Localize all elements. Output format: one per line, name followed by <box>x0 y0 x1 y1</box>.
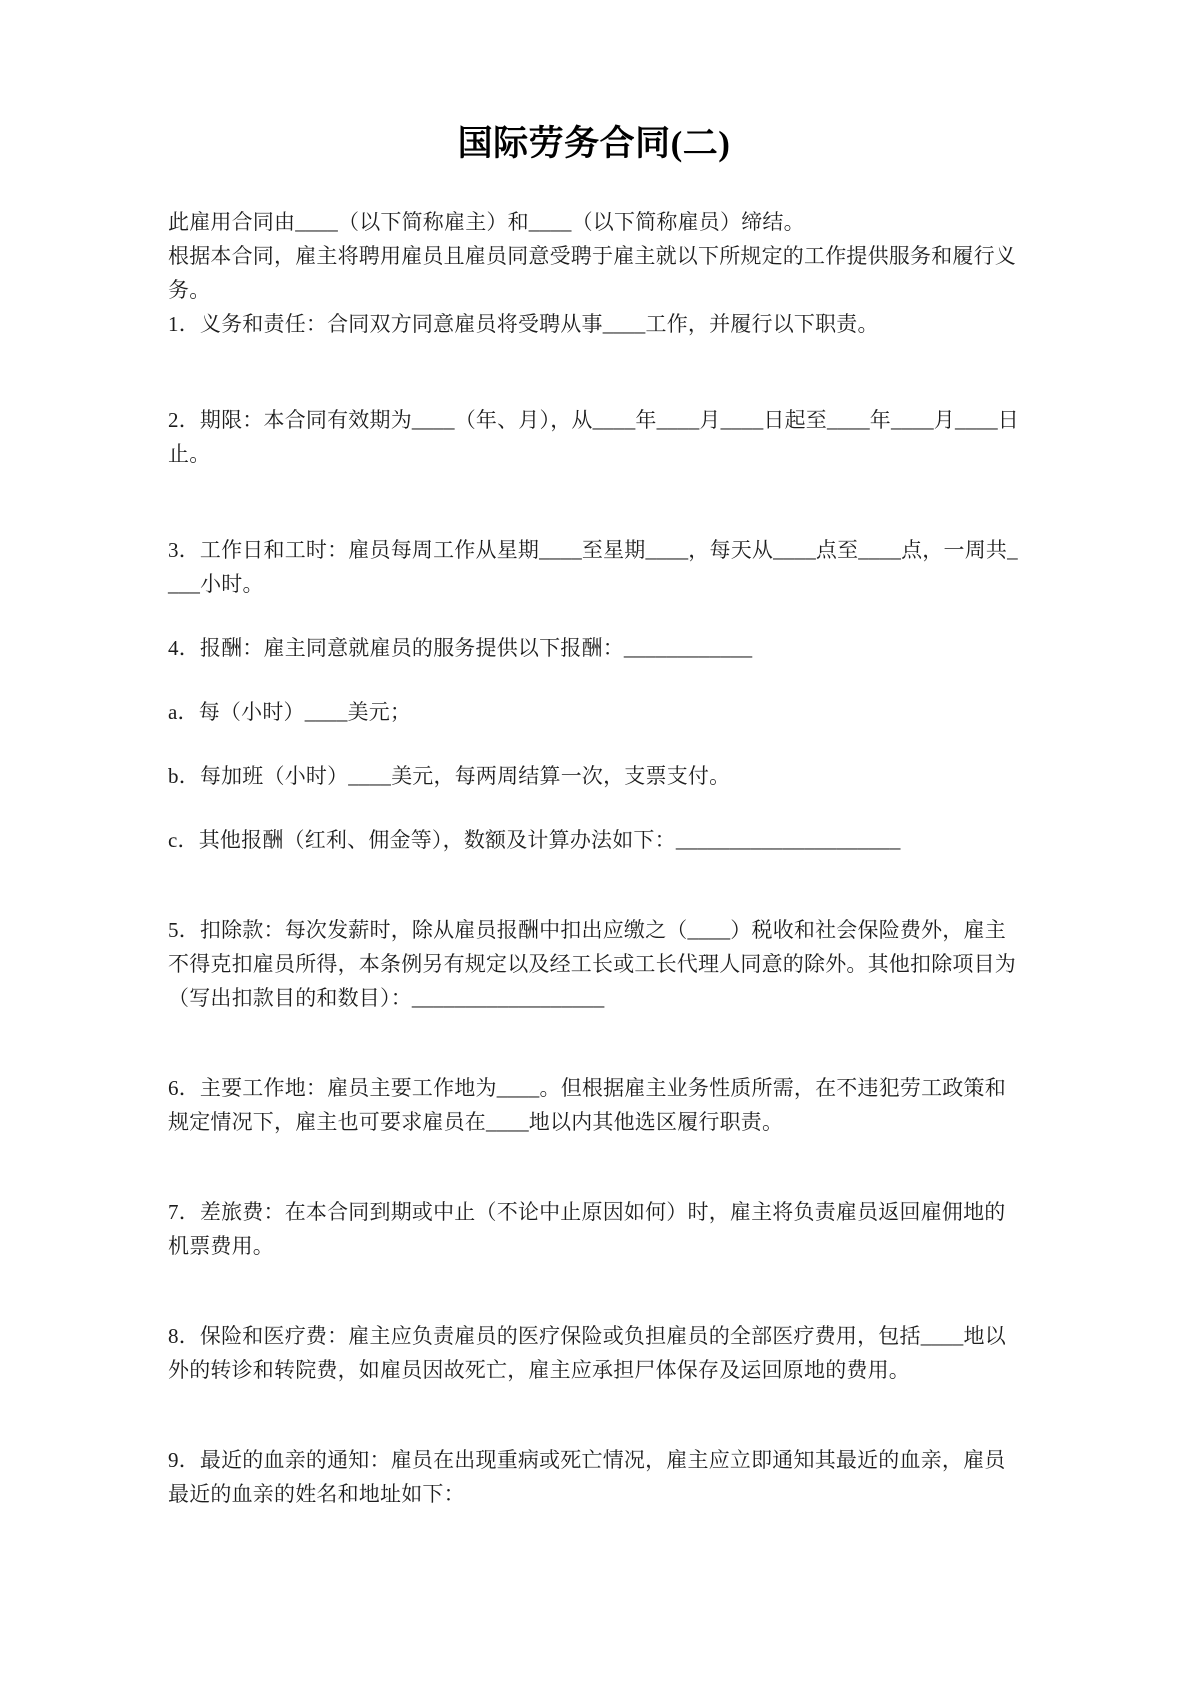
spacer <box>168 729 1020 759</box>
document-content <box>168 120 1020 1511</box>
clause-1: 1．义务和责任：合同双方同意雇员将受聘从事____工作，并履行以下职责。 <box>168 312 879 337</box>
spacer <box>168 471 1020 533</box>
clause-3: 3．工作日和工时：雇员每周工作从星期____至星期____，每天从____点至____点，一周共____小时。 <box>168 538 1018 597</box>
spacer <box>168 341 1020 403</box>
clause-5: 5．扣除款：每次发薪时，除从雇员报酬中扣出应缴之（____）税收和社会保险费外，雇主不得克扣雇员所得，本条例另有规定以及经工长或工长代理人同意的除外。其他扣除项目为（写出扣款目的和数目）：__________________ <box>168 918 1016 1011</box>
clause-4c: c．其他报酬（红利、佣金等），数额及计算办法如下：_____________________ <box>168 828 901 853</box>
clause-4: 4．报酬：雇主同意就雇员的服务提供以下报酬：____________ <box>168 636 753 661</box>
spacer <box>168 1387 1020 1443</box>
spacer <box>168 1263 1020 1319</box>
page-title: 国际劳务合同(二) <box>457 124 731 163</box>
clause-8: 8．保险和医疗费：雇主应负责雇员的医疗保险或负担雇员的全部医疗费用，包括____地以外的转诊和转院费，如雇员因故死亡，雇主应承担尸体保存及运回原地的费用。 <box>168 1324 1006 1383</box>
clause-4b: b．每加班（小时）____美元，每两周结算一次，支票支付。 <box>168 764 731 789</box>
clause-7: 7．差旅费：在本合同到期或中止（不论中止原因如何）时，雇主将负责雇员返回雇佣地的机票费用。 <box>168 1200 1006 1259</box>
clause-4a: a．每（小时）____美元； <box>168 700 412 725</box>
spacer <box>168 601 1020 631</box>
clause-9: 9．最近的血亲的通知：雇员在出现重病或死亡情况，雇主应立即通知其最近的血亲，雇员最近的血亲的姓名和地址如下： <box>168 1448 1006 1507</box>
spacer <box>168 1015 1020 1071</box>
clause-2: 2．期限：本合同有效期为____（年、月），从____年____月____日起至____年____月____日止。 <box>168 408 1019 467</box>
spacer <box>168 857 1020 913</box>
clause-6: 6．主要工作地：雇员主要工作地为____。但根据雇主业务性质所需，在不违犯劳工政策和规定情况下，雇主也可要求雇员在____地以内其他选区履行职责。 <box>168 1076 1006 1135</box>
spacer <box>168 665 1020 695</box>
preamble-line-2: 根据本合同，雇主将聘用雇员且雇员同意受聘于雇主就以下所规定的工作提供服务和履行义务。 <box>168 244 1016 303</box>
preamble-line-1: 此雇用合同由____（以下简称雇主）和____（以下简称雇员）缔结。 <box>168 210 805 235</box>
spacer <box>168 793 1020 823</box>
spacer <box>168 1139 1020 1195</box>
